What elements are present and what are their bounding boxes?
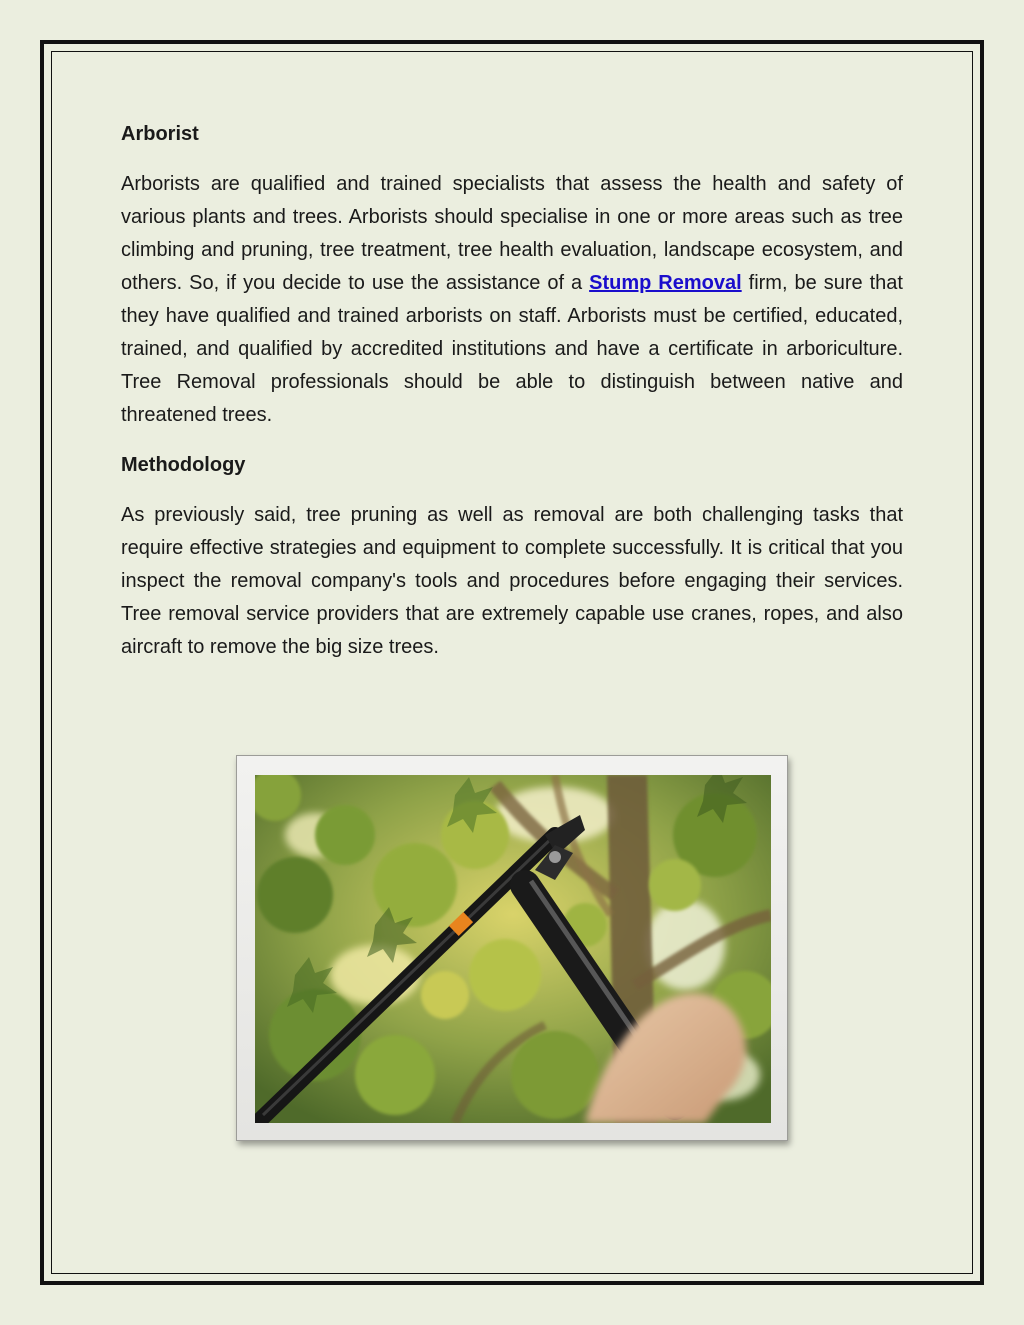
paragraph-arborist-text-2: firm, be sure that they have qualified and trained arborists on staff. Arborists must be certified, educated, trained, and qualified by accredited institutions and have a certificate in arboriculture. Tree Removal professionals should be able to distinguish between native and threatened trees. xyxy=(121,272,903,426)
paragraph-methodology: As previously said, tree pruning as well as removal are both challenging tasks that require effective strategies and equipment to complete successfully. It is critical that you inspect the removal company's tools and procedures before engaging their services. Tree removal service providers that are extremely capable use cranes, ropes, and also aircraft to remove the big size trees. xyxy=(121,504,903,658)
tree-pruning-photo xyxy=(255,775,771,1123)
paragraph-arborist xyxy=(121,168,903,432)
stump-removal-link[interactable]: Stump Removal xyxy=(589,272,742,294)
heading-arborist: Arborist xyxy=(121,123,199,145)
tree-pruning-illustration xyxy=(255,775,771,1123)
photo-frame xyxy=(236,755,788,1141)
document-body xyxy=(121,118,903,664)
heading-methodology: Methodology xyxy=(121,454,246,476)
paragraph-arborist-text-1: Arborists are qualified and trained specialists that assess the health and safety of various plants and trees. Arborists should specialise in one or more areas such as tree climbing and pruning, tree treatment, tree health evaluation, landscape ecosystem, and others. So, if you decide to use the assistance of a xyxy=(121,173,903,294)
